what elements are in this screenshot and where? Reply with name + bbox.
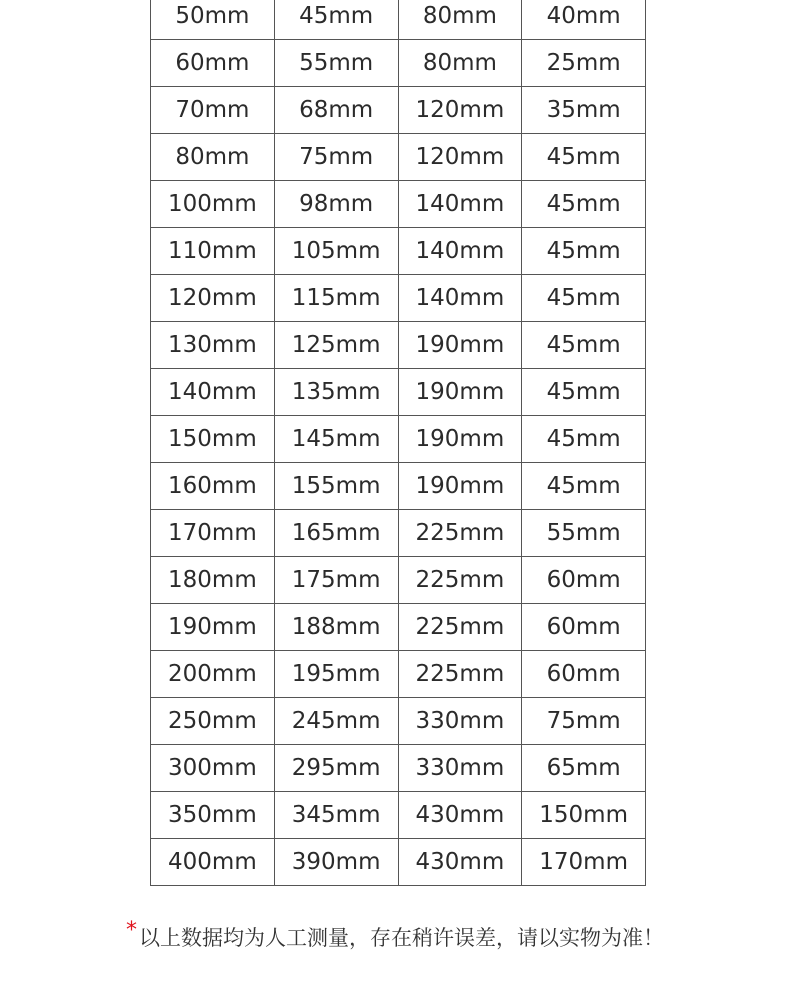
table-cell: 45mm (522, 416, 646, 463)
table-cell: 190mm (398, 369, 522, 416)
table-cell: 430mm (398, 839, 522, 886)
disclaimer-note (0, 918, 790, 952)
table-row (151, 416, 646, 463)
table-cell: 160mm (151, 463, 275, 510)
table-cell: 200mm (151, 651, 275, 698)
size-table-container (150, 0, 646, 886)
table-cell: 350mm (151, 792, 275, 839)
table-cell: 190mm (398, 463, 522, 510)
table-cell: 190mm (151, 604, 275, 651)
table-cell: 25mm (522, 40, 646, 87)
table-row (151, 40, 646, 87)
size-table-body (151, 0, 646, 886)
table-cell: 400mm (151, 839, 275, 886)
table-cell: 150mm (522, 792, 646, 839)
table-row (151, 181, 646, 228)
table-cell: 60mm (522, 651, 646, 698)
disclaimer-text: 以上数据均为人工测量，存在稍许误差，请以实物为准！ (139, 926, 664, 950)
table-cell: 75mm (522, 698, 646, 745)
asterisk-marker: * (126, 918, 137, 943)
table-cell: 165mm (274, 510, 398, 557)
table-row (151, 369, 646, 416)
table-cell: 110mm (151, 228, 275, 275)
table-row (151, 557, 646, 604)
table-cell: 390mm (274, 839, 398, 886)
table-cell: 140mm (398, 275, 522, 322)
table-cell: 145mm (274, 416, 398, 463)
table-row (151, 510, 646, 557)
table-cell: 190mm (398, 416, 522, 463)
table-row (151, 792, 646, 839)
table-cell: 60mm (151, 40, 275, 87)
table-row (151, 0, 646, 40)
table-cell: 55mm (522, 510, 646, 557)
table-cell: 35mm (522, 87, 646, 134)
table-cell: 430mm (398, 792, 522, 839)
table-cell: 80mm (398, 0, 522, 40)
table-cell: 45mm (522, 369, 646, 416)
table-cell: 75mm (274, 134, 398, 181)
table-cell: 330mm (398, 745, 522, 792)
table-cell: 195mm (274, 651, 398, 698)
table-cell: 345mm (274, 792, 398, 839)
table-cell: 295mm (274, 745, 398, 792)
table-cell: 225mm (398, 510, 522, 557)
table-cell: 45mm (522, 181, 646, 228)
table-row (151, 322, 646, 369)
table-cell: 105mm (274, 228, 398, 275)
table-cell: 130mm (151, 322, 275, 369)
table-row (151, 463, 646, 510)
table-cell: 225mm (398, 651, 522, 698)
table-cell: 170mm (151, 510, 275, 557)
table-cell: 180mm (151, 557, 275, 604)
table-cell: 225mm (398, 557, 522, 604)
table-cell: 140mm (398, 228, 522, 275)
table-cell: 98mm (274, 181, 398, 228)
table-cell: 135mm (274, 369, 398, 416)
table-cell: 115mm (274, 275, 398, 322)
table-cell: 45mm (274, 0, 398, 40)
table-cell: 60mm (522, 557, 646, 604)
table-cell: 225mm (398, 604, 522, 651)
table-cell: 65mm (522, 745, 646, 792)
table-cell: 125mm (274, 322, 398, 369)
table-cell: 175mm (274, 557, 398, 604)
table-cell: 45mm (522, 463, 646, 510)
table-cell: 330mm (398, 698, 522, 745)
table-row (151, 745, 646, 792)
table-row (151, 698, 646, 745)
table-cell: 80mm (398, 40, 522, 87)
table-row (151, 651, 646, 698)
table-cell: 68mm (274, 87, 398, 134)
table-cell: 70mm (151, 87, 275, 134)
table-cell: 45mm (522, 228, 646, 275)
table-cell: 120mm (398, 87, 522, 134)
table-row (151, 275, 646, 322)
table-cell: 120mm (151, 275, 275, 322)
table-cell: 45mm (522, 134, 646, 181)
table-cell: 245mm (274, 698, 398, 745)
table-row (151, 604, 646, 651)
table-cell: 100mm (151, 181, 275, 228)
table-cell: 45mm (522, 275, 646, 322)
table-row (151, 228, 646, 275)
table-cell: 140mm (151, 369, 275, 416)
table-cell: 80mm (151, 134, 275, 181)
table-cell: 188mm (274, 604, 398, 651)
table-cell: 150mm (151, 416, 275, 463)
table-cell: 140mm (398, 181, 522, 228)
table-cell: 190mm (398, 322, 522, 369)
table-cell: 45mm (522, 322, 646, 369)
table-cell: 120mm (398, 134, 522, 181)
table-row (151, 839, 646, 886)
table-cell: 40mm (522, 0, 646, 40)
table-cell: 60mm (522, 604, 646, 651)
size-table (150, 0, 646, 886)
table-cell: 300mm (151, 745, 275, 792)
table-cell: 50mm (151, 0, 275, 40)
table-cell: 250mm (151, 698, 275, 745)
table-cell: 155mm (274, 463, 398, 510)
table-cell: 170mm (522, 839, 646, 886)
table-row (151, 87, 646, 134)
table-row (151, 134, 646, 181)
table-cell: 55mm (274, 40, 398, 87)
